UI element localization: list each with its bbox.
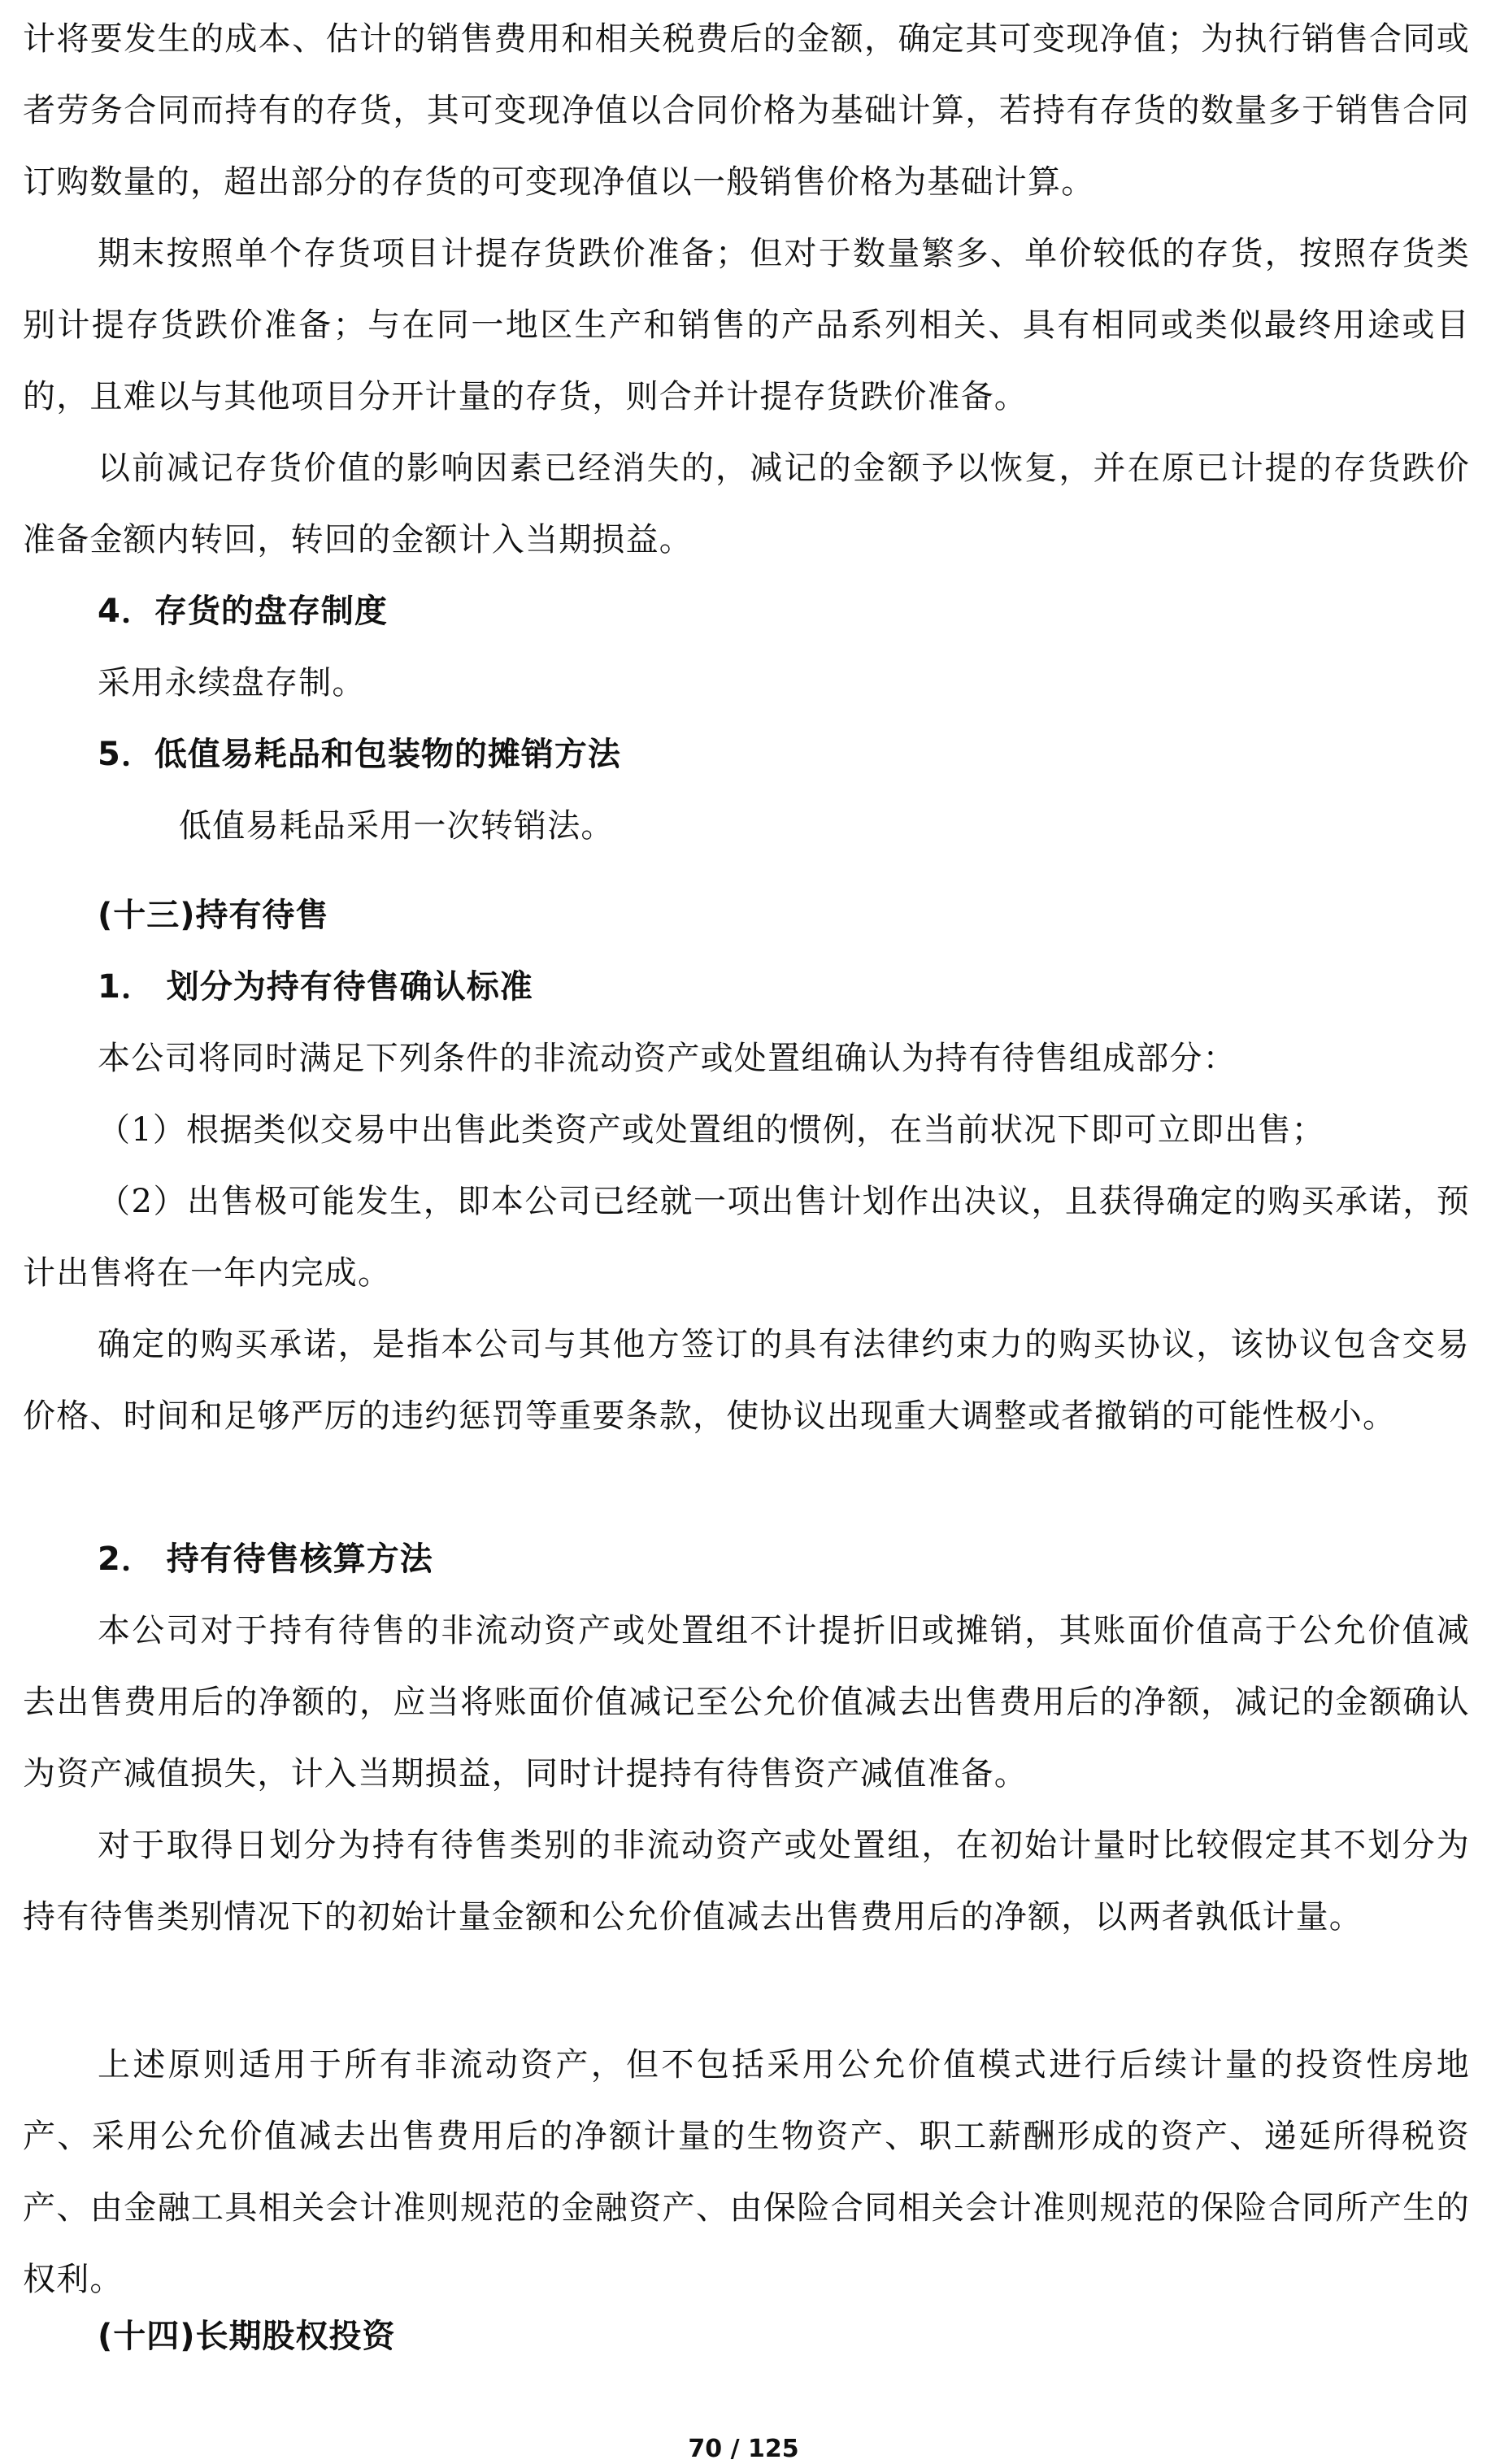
heading-text: 1． 划分为持有待售确认标准	[98, 968, 533, 1006]
paragraph	[23, 218, 1470, 432]
heading-text: (十四)长期股权投资	[98, 2318, 396, 2355]
paragraph	[23, 2029, 1470, 2315]
paragraph	[23, 1595, 1470, 1810]
paragraph-text: 对于取得日划分为持有待售类别的非流动资产或处置组，在初始计量时比较假定其不划分为持有待售类别情况下的初始计量金额和公允价值减去出售费用后的净额，以两者孰低计量。	[23, 1827, 1470, 1936]
paragraph	[23, 647, 1470, 719]
section-heading	[23, 719, 1470, 790]
paragraph	[23, 1023, 1470, 1094]
paragraph	[23, 790, 1470, 862]
paragraph	[23, 1166, 1470, 1309]
paragraph-text: 期末按照单个存货项目计提存货跌价准备；但对于数量繁多、单价较低的存货，按照存货类别计提存货跌价准备；与在同一地区生产和销售的产品系列相关、具有相同或类似最终用途或目的，且难以与其他项目分开计量的存货，则合并计提存货跌价准备。	[23, 235, 1470, 415]
section-heading	[23, 880, 1470, 951]
heading-text: 4．存货的盘存制度	[98, 593, 388, 630]
heading-text: (十三)持有待售	[98, 897, 329, 934]
paragraph-text: 本公司将同时满足下列条件的非流动资产或处置组确认为持有待售组成部分：	[98, 1040, 1237, 1077]
paragraph-text: 计将要发生的成本、估计的销售费用和相关税费后的金额，确定其可变现净值；为执行销售合同或者劳务合同而持有的存货，其可变现净值以合同价格为基础计算，若持有存货的数量多于销售合同订购数量的，超出部分的存货的可变现净值以一般销售价格为基础计算。	[23, 20, 1470, 201]
paragraph-text: 低值易耗品采用一次转销法。	[179, 807, 615, 845]
heading-text: 2． 持有待售核算方法	[98, 1541, 433, 1578]
heading-text: 5．低值易耗品和包装物的摊销方法	[98, 736, 621, 773]
paragraph-text: （2）出售极可能发生，即本公司已经就一项出售计划作出决议，且获得确定的购买承诺，预计出售将在一年内完成。	[23, 1183, 1470, 1292]
paragraph-text: 本公司对于持有待售的非流动资产或处置组不计提折旧或摊销，其账面价值高于公允价值减去出售费用后的净额的，应当将账面价值减记至公允价值减去出售费用后的净额，减记的金额确认为资产减值损失，计入当期损益，同时计提持有待售资产减值准备。	[23, 1612, 1470, 1793]
paragraph-text: 采用永续盘存制。	[98, 664, 366, 702]
section-heading	[23, 1523, 1470, 1595]
paragraph-text: （1）根据类似交易中出售此类资产或处置组的惯例，在当前状况下即可立即出售；	[98, 1111, 1325, 1149]
section-heading	[23, 576, 1470, 647]
section-heading	[23, 2301, 1470, 2372]
paragraph-text: 上述原则适用于所有非流动资产，但不包括采用公允价值模式进行后续计量的投资性房地产、采用公允价值减去出售费用后的净额计量的生物资产、职工薪酬形成的资产、递延所得税资产、由金融工具相关会计准则规范的金融资产、由保险合同相关会计准则规范的保险合同所产生的权利。	[23, 2046, 1470, 2298]
paragraph	[23, 1309, 1470, 1452]
paragraph-text: 确定的购买承诺，是指本公司与其他方签订的具有法律约束力的购买协议，该协议包含交易价格、时间和足够严厉的违约惩罚等重要条款，使协议出现重大调整或者撤销的可能性极小。	[23, 1326, 1470, 1435]
paragraph	[23, 1094, 1470, 1166]
paragraph-text: 以前减记存货价值的影响因素已经消失的，减记的金额予以恢复，并在原已计提的存货跌价准备金额内转回，转回的金额计入当期损益。	[23, 450, 1470, 558]
section-heading	[23, 951, 1470, 1023]
paragraph	[23, 432, 1470, 576]
page-number: 70 / 125	[688, 2435, 799, 2463]
paragraph	[23, 3, 1470, 218]
paragraph	[23, 1810, 1470, 1953]
